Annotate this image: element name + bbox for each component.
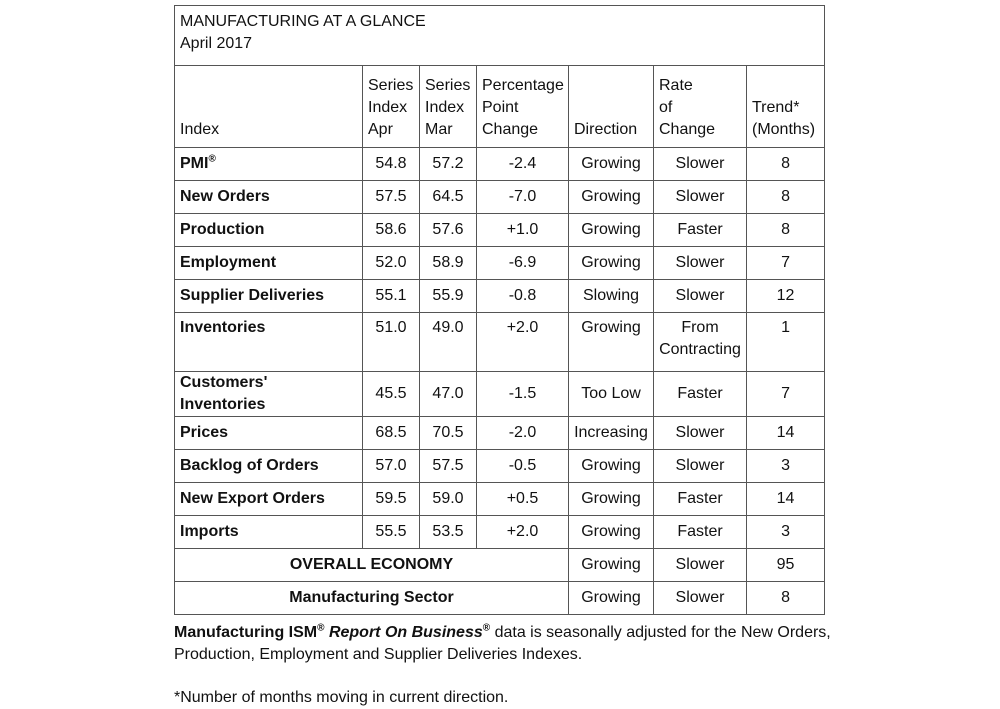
row-trend: 3 <box>747 450 825 483</box>
table-row <box>175 214 825 247</box>
summary-row-manufacturing-sector <box>175 582 825 615</box>
row-change: +2.0 <box>477 313 569 372</box>
row-trend: 7 <box>747 247 825 280</box>
row-change: -6.9 <box>477 247 569 280</box>
row-rate: Slower <box>654 417 747 450</box>
row-name: Supplier Deliveries <box>175 280 363 313</box>
row-change: +1.0 <box>477 214 569 247</box>
manufacturing-table <box>174 5 825 615</box>
row-apr: 59.5 <box>363 483 420 516</box>
table-title: MANUFACTURING AT A GLANCE <box>180 13 426 30</box>
row-direction: Growing <box>569 483 654 516</box>
row-name: Backlog of Orders <box>175 450 363 483</box>
row-direction: Growing <box>569 247 654 280</box>
row-mar: 57.2 <box>420 148 477 181</box>
note-seasonal-adjustment: Manufacturing ISM® Report On Business® data is seasonally adjusted for the New Orders, <box>174 622 831 641</box>
header-apr: Series Index Apr <box>363 66 420 148</box>
table-row <box>175 148 825 181</box>
row-apr: 51.0 <box>363 313 420 372</box>
note-seasonal-adjustment-line2: Production, Employment and Supplier Deliveries Indexes. <box>174 646 583 663</box>
row-mar: 58.9 <box>420 247 477 280</box>
footnote: *Number of months moving in current direction. <box>174 689 509 706</box>
row-apr: 52.0 <box>363 247 420 280</box>
row-mar: 57.6 <box>420 214 477 247</box>
row-direction: Growing <box>569 148 654 181</box>
row-apr: 55.1 <box>363 280 420 313</box>
row-rate: Faster <box>654 214 747 247</box>
row-name: Customers' Inventories <box>175 372 363 417</box>
glance-panel <box>174 5 831 709</box>
row-change: -2.4 <box>477 148 569 181</box>
row-direction: Increasing <box>569 417 654 450</box>
row-mar: 55.9 <box>420 280 477 313</box>
row-mar: 49.0 <box>420 313 477 372</box>
row-change: -7.0 <box>477 181 569 214</box>
row-change: -0.8 <box>477 280 569 313</box>
row-trend: 8 <box>747 214 825 247</box>
table-title-cell <box>175 6 825 66</box>
row-change: -1.5 <box>477 372 569 417</box>
summary-row-overall-economy <box>175 549 825 582</box>
header-change: Percentage Point Change <box>477 66 569 148</box>
row-apr: 45.5 <box>363 372 420 417</box>
row-rate: Faster <box>654 516 747 549</box>
row-trend: 1 <box>747 313 825 372</box>
row-direction: Growing <box>569 181 654 214</box>
header-mar: Series Index Mar <box>420 66 477 148</box>
row-change: -2.0 <box>477 417 569 450</box>
header-rate: Rate of Change <box>654 66 747 148</box>
row-rate: Slower <box>654 280 747 313</box>
row-trend: 8 <box>747 148 825 181</box>
header-index: Index <box>175 66 363 148</box>
summary-name: Manufacturing Sector <box>175 582 569 615</box>
row-name: New Export Orders <box>175 483 363 516</box>
row-mar: 57.5 <box>420 450 477 483</box>
row-name: Prices <box>175 417 363 450</box>
row-trend: 3 <box>747 516 825 549</box>
header-trend: Trend* (Months) <box>747 66 825 148</box>
row-apr: 57.5 <box>363 181 420 214</box>
row-trend: 8 <box>747 181 825 214</box>
row-rate: Slower <box>654 247 747 280</box>
row-direction: Too Low <box>569 372 654 417</box>
row-name: Employment <box>175 247 363 280</box>
row-mar: 59.0 <box>420 483 477 516</box>
header-row <box>175 66 825 148</box>
row-rate: Slower <box>654 148 747 181</box>
row-mar: 70.5 <box>420 417 477 450</box>
row-change: +2.0 <box>477 516 569 549</box>
row-direction: Growing <box>569 450 654 483</box>
summary-direction: Growing <box>569 582 654 615</box>
summary-name: OVERALL ECONOMY <box>175 549 569 582</box>
table-row <box>175 181 825 214</box>
row-mar: 47.0 <box>420 372 477 417</box>
summary-rate: Slower <box>654 582 747 615</box>
row-apr: 55.5 <box>363 516 420 549</box>
row-name: New Orders <box>175 181 363 214</box>
row-name: Inventories <box>175 313 363 372</box>
row-direction: Growing <box>569 516 654 549</box>
header-direction: Direction <box>569 66 654 148</box>
notes <box>174 622 854 709</box>
table-row <box>175 280 825 313</box>
row-trend: 14 <box>747 417 825 450</box>
row-apr: 58.6 <box>363 214 420 247</box>
table-subtitle: April 2017 <box>180 35 253 52</box>
table-row <box>175 247 825 280</box>
row-mar: 53.5 <box>420 516 477 549</box>
row-trend: 14 <box>747 483 825 516</box>
summary-trend: 8 <box>747 582 825 615</box>
row-rate: Slower <box>654 181 747 214</box>
row-rate: Faster <box>654 483 747 516</box>
table-row <box>175 516 825 549</box>
row-name: PMI® <box>175 148 363 181</box>
row-direction: Growing <box>569 214 654 247</box>
row-apr: 54.8 <box>363 148 420 181</box>
row-direction: Growing <box>569 313 654 372</box>
row-name: Imports <box>175 516 363 549</box>
table-row <box>175 313 825 372</box>
row-trend: 12 <box>747 280 825 313</box>
row-change: +0.5 <box>477 483 569 516</box>
table-row <box>175 372 825 417</box>
summary-direction: Growing <box>569 549 654 582</box>
row-apr: 68.5 <box>363 417 420 450</box>
row-rate: Faster <box>654 372 747 417</box>
summary-trend: 95 <box>747 549 825 582</box>
table-row <box>175 417 825 450</box>
table-row <box>175 450 825 483</box>
row-rate: Slower <box>654 450 747 483</box>
table-row <box>175 483 825 516</box>
row-trend: 7 <box>747 372 825 417</box>
row-apr: 57.0 <box>363 450 420 483</box>
row-name: Production <box>175 214 363 247</box>
row-direction: Slowing <box>569 280 654 313</box>
summary-rate: Slower <box>654 549 747 582</box>
row-mar: 64.5 <box>420 181 477 214</box>
row-rate: From Contracting <box>654 313 747 372</box>
row-change: -0.5 <box>477 450 569 483</box>
